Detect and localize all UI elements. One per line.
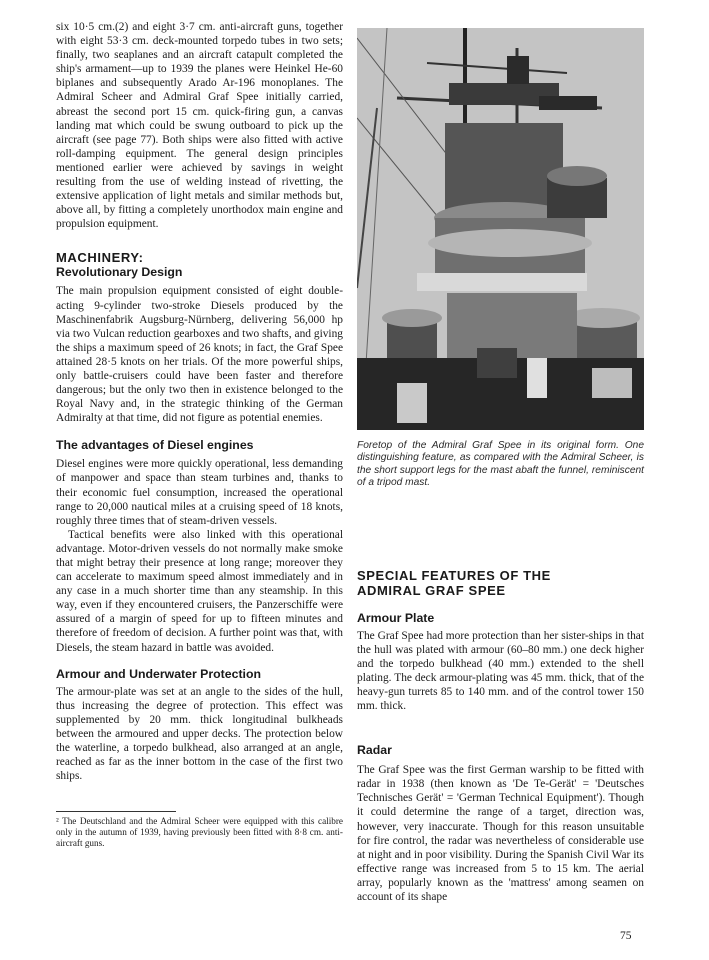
armour-plate-paragraph: The Graf Spee had more protection than her sister-ships in that the hull was plated with armour (60–80 mm.) one deck higher and the torpedo bulkhead (40 mm.) extended to the shell plating. The deck armour-plating was 45 mm. thick, that of the heavy-gun turrets 85 to 140 mm. and of the control tower 150 mm. thick.: [357, 629, 644, 713]
armour-plate-heading: [357, 611, 644, 626]
radar-heading: [357, 743, 644, 758]
machinery-paragraph: The main propulsion equipment consisted of eight double-acting 9-cylinder two-stroke Diesels produced by the Maschinenfabrik Augsburg-Nürnberg, delivering 56,000 hp via two Vulcan reduction gearboxes and two shafts, and giving the ships a maximum speed of 26 knots; in fact, the Graf Spee attained 28·5 knots on her trials. Of the more powerful ships, only battle-cruisers could have been faster and therefore dangerous; but the only two then in existence belonged to the Royal Navy and, in the strategic thinking of the German Admiralty at that time, did not figure as potential enemies.: [56, 285, 343, 425]
intro-paragraph: six 10·5 cm.(2) and eight 3·7 cm. anti-aircraft guns, together with eight 53·3 cm. deck-mounted torpedo tubes in two sets; finally, two seaplanes and an aircraft catapult completed the ship's armament—up to 1939 the planes were Heinkel He-60 biplanes and subsequently Arado Ar-196 monoplanes. The Admiral Scheer and Admiral Graf Spee initially carried, abreast the second port 15 cm. quick-firing gun, a canvas landing mat which could be swung outboard to pick up the aircraft (see page 77). Both ships were also fitted with active roll-damping equipment. The general design principles mentioned earlier were achieved by savings in weight resulting from the use of welding instead of rivetting, the extensive application of light metals and similar methods but, above all, by fitting a completely unorthodox main engine and propulsion equipment.: [56, 21, 343, 231]
diesel-paragraph-1: Diesel engines were more quickly operational, less demanding of manpower and space than steam turbines and, thanks to their economic fuel consumption, increased the operational range to 20,000 nautical miles at a cruising speed of 18 knots, roughly three times that of steam-driven vessels.: [56, 458, 343, 527]
ship-foretop-photo: [357, 28, 644, 430]
footnote: ² The Deutschland and the Admiral Scheer were equipped with this calibre only in the autumn of 1939, having previously been fitted with 8·8 cm. anti-aircraft guns.: [56, 816, 343, 849]
machinery-subheading: [56, 265, 343, 280]
machinery-subheading-text: Revolutionary Design: [56, 265, 183, 280]
armour-heading-text: Armour and Underwater Protection: [56, 666, 261, 681]
special-heading-line-1: SPECIAL FEATURES OF THE: [357, 567, 551, 583]
armour-heading: [56, 667, 343, 682]
special-features-heading: [357, 568, 644, 598]
diesel-heading-text: The advantages of Diesel engines: [56, 438, 254, 453]
radar-paragraph: The Graf Spee was the first German warship to be fitted with radar in 1938 (then known as 'De Te-Gerät' = 'Deutsches Technisches Gerät' = 'German Technical Equipment'). Though it could determine the range of a target, direction was, however, very inaccurate. Though for this reason unsuitable for fire control, the radar was nevertheless of considerable use at night and in poor visibility. During the Spanish Civil War its effective range was increased from 5 to 15 km. The aerial array, popularly known as the 'mattress' among seamen on account of its shape: [357, 764, 644, 904]
left-column: [56, 20, 343, 849]
diesel-paragraph-2: Tactical benefits were also linked with this operational advantage. Motor-driven vessels do not normally make smoke that might betray their presence at long range; moreover they can accelerate to maximum speed almost immediately and in any case in a much shorter time than any steamship. In this way, even if they encountered cruisers, the Panzerschiffe were assured of a margin of speed for up to fifteen minutes and therefore of freedom of decision. A further point was that, with Diesels, the steam hazard in battle was avoided.: [56, 528, 343, 654]
footnote-rule: [56, 811, 176, 812]
page-number: 75: [620, 930, 632, 942]
right-column: [357, 28, 644, 904]
armour-plate-heading-text: Armour Plate: [357, 610, 435, 625]
armour-paragraph: The armour-plate was set at an angle to the sides of the hull, thus increasing the degree of protection. This effect was supplemented by 20 mm. thick longitudinal bulkheads between the armoured and upper decks. The protection below the waterline, a torpedo bulkhead, also arranged at an angle, reached as far as the inner bottom in the case of the first two ships.: [56, 685, 343, 783]
special-heading-line-2: ADMIRAL GRAF SPEE: [357, 582, 506, 598]
photo-caption: Foretop of the Admiral Graf Spee in its original form. One distinguishing feature, as compared with the Admiral Scheer, is the short support legs for the mast abaft the funnel, reminiscent of a tripod mast.: [357, 440, 644, 489]
radar-heading-text: Radar: [357, 743, 392, 758]
ship-foretop-illustration: [357, 28, 644, 430]
footnote-block: [56, 811, 343, 849]
machinery-heading-text: MACHINERY:: [56, 250, 144, 266]
machinery-heading: [56, 250, 343, 265]
diesel-heading: [56, 438, 343, 453]
